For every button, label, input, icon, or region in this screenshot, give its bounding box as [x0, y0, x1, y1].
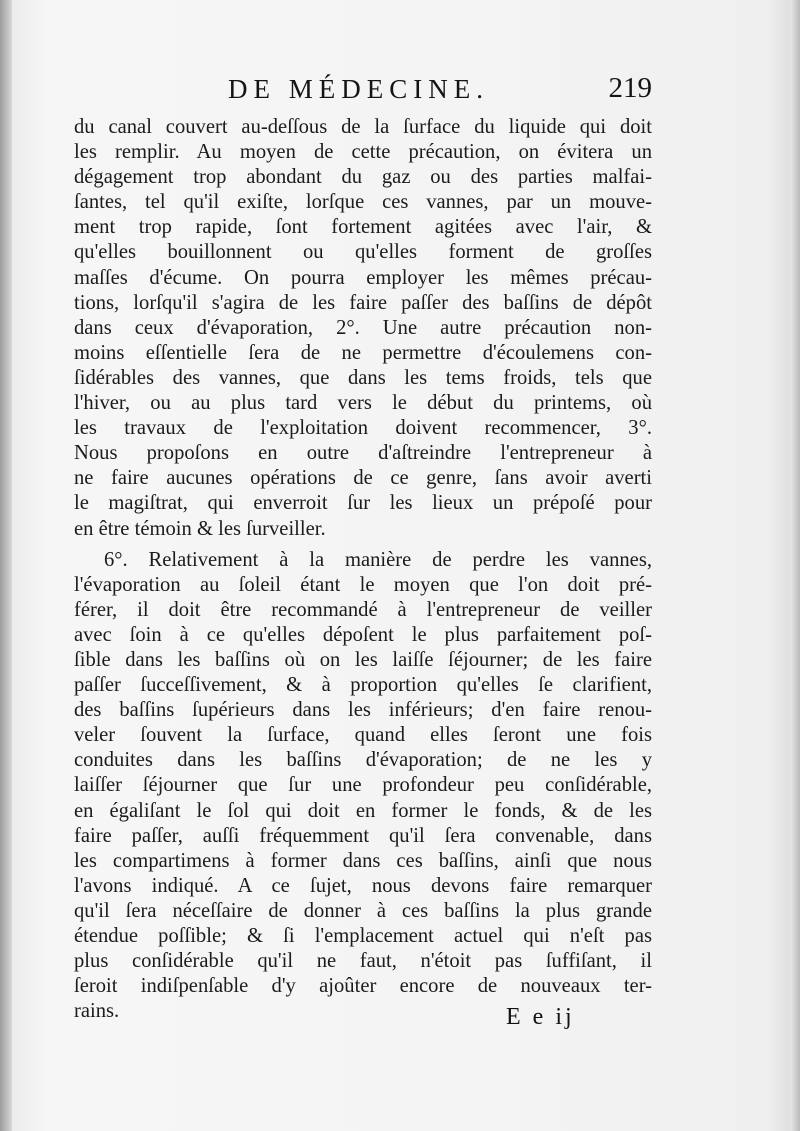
text-line: l'hiver, ou au plus tard vers le début du printems, où [74, 392, 652, 415]
text-line: faire paſſer, auſſi fréquemment qu'il ſera convenable, dans [74, 824, 652, 847]
text-line: ſidérables des vannes, que dans les tems froids, tels que [74, 366, 652, 389]
text-line: le magiſtrat, qui enverroit ſur les lieux un prépoſé pour [74, 492, 652, 515]
text-line: les travaux de l'exploitation doivent recommencer, 3°. [74, 417, 652, 440]
text-line: ſeroit indiſpenſable d'y ajoûter encore de nouveaux ter- [74, 975, 652, 998]
text-line: veler ſouvent la ſurface, quand elles ſeront une fois [74, 724, 652, 747]
text-line: qu'il ſera néceſſaire de donner à ces baſſins la plus grande [74, 899, 652, 922]
text-line: avec ſoin à ce qu'elles dépoſent le plus parfaitement poſ- [74, 623, 652, 646]
text-line: ſantes, tel qu'il exiſte, lorſque ces vannes, par un mouve- [74, 191, 652, 214]
text-line: maſſes d'écume. On pourra employer les mêmes précau- [74, 266, 652, 289]
text-line: l'avons indiqué. A ce ſujet, nous devons faire remarquer [74, 874, 652, 897]
running-title: DE MÉDECINE. [228, 74, 489, 104]
body-text [74, 115, 652, 1024]
catchword: E e ij [506, 1004, 575, 1030]
text-line: dégagement trop abondant du gaz ou des parties malfai- [74, 166, 652, 189]
text-line: les compartimens à former dans ces baſſins, ainſi que nous [74, 849, 652, 872]
text-line: rains. [74, 1000, 120, 1023]
text-line: dans ceux d'évaporation, 2°. Une autre précaution non- [74, 316, 652, 339]
text-line: ne faire aucunes opérations de ce genre, ſans avoir averti [74, 467, 652, 490]
text-line: conduites dans les baſſins d'évaporation; de ne les y [74, 749, 652, 772]
text-line: Nous propoſons en outre d'aſtreindre l'entrepreneur à [74, 442, 652, 465]
text-line: l'évaporation au ſoleil étant le moyen que l'on doit pré- [74, 573, 652, 596]
text-line: moins eſſentielle ſera de ne permettre d'écoulemens con- [74, 341, 652, 364]
page-gutter-shadow [0, 0, 12, 1131]
text-line: ment trop rapide, ſont fortement agitées avec l'air, & [74, 216, 652, 239]
text-line: laiſſer ſéjourner que ſur une profondeur peu conſidérable, [74, 774, 652, 797]
page-edge-shadow [790, 0, 800, 1131]
page-number: 219 [608, 72, 652, 104]
text-line: étendue poſſible; & ſi l'emplacement actuel qui n'eſt pas [74, 925, 652, 947]
text-line: paſſer ſucceſſivement, & à proportion qu'elles ſe clarifient, [74, 674, 652, 697]
text-line: férer, il doit être recommandé à l'entrepreneur de veiller [74, 598, 652, 621]
text-line: en être témoin & les ſurveiller. [74, 517, 326, 540]
text-line: les remplir. Au moyen de cette précaution, on évitera un [74, 141, 652, 164]
text-line: tions, lorſqu'il s'agira de les faire paſſer des baſſins de dépôt [74, 291, 652, 314]
text-line: du canal couvert au-deſſous de la ſurface du liquide qui doit [74, 116, 652, 138]
text-line: 6°. Relativement à la manière de perdre les vannes, [104, 548, 652, 571]
paragraph-2 [74, 548, 652, 1025]
page-header [80, 72, 652, 112]
text-line: plus conſidérable qu'il ne faut, n'étoit pas ſuffiſant, il [74, 950, 652, 973]
text-line: qu'elles bouillonnent ou qu'elles forment de groſſes [74, 241, 652, 264]
text-line: des baſſins ſupérieurs dans les inférieurs; d'en faire renou- [74, 699, 652, 722]
paragraph-1 [74, 115, 652, 542]
text-line: ſible dans les baſſins où on les laiſſe ſéjourner; de les faire [74, 648, 652, 671]
text-line: en égaliſant le ſol qui doit en former le fonds, & de les [74, 799, 652, 822]
